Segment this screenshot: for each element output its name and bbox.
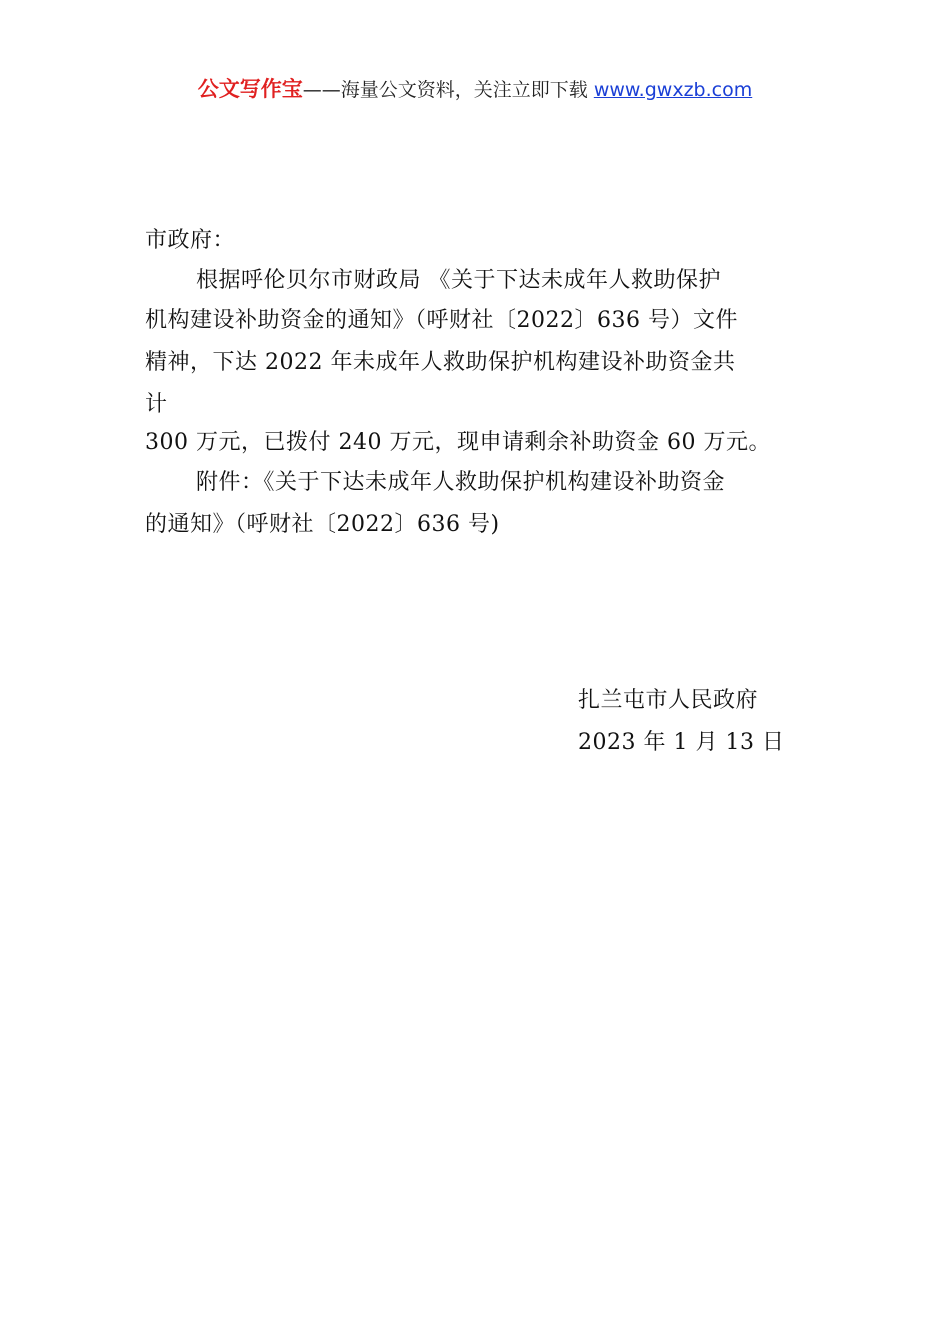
body-line: 精神，下达 2022 年未成年人救助保护机构建设补助资金共 <box>145 350 736 375</box>
site-link[interactable]: www.gwxzb.com <box>593 79 753 101</box>
header-banner <box>0 74 950 105</box>
header-tagline: ——海量公文资料，关注立即下载 <box>302 79 594 101</box>
attachment-line: 的通知》（呼财社〔2022〕636 号) <box>145 512 500 537</box>
body-line: 计 <box>145 392 168 417</box>
salutation: 市政府： <box>145 228 236 253</box>
attachment-line: 附件：《关于下达未成年人救助保护机构建设补助资金 <box>196 470 726 495</box>
signature-date: 2023 年 1 月 13 日 <box>578 730 785 755</box>
body-line: 机构建设补助资金的通知》（呼财社〔2022〕636 号）文件 <box>145 308 738 333</box>
body-line: 根据呼伦贝尔市财政局 《关于下达未成年人救助保护 <box>196 268 721 293</box>
body-line: 300 万元，已拨付 240 万元，现申请剩余补助资金 60 万元。 <box>145 430 771 455</box>
brand-name: 公文写作宝 <box>197 77 303 101</box>
signature-org: 扎兰屯市人民政府 <box>578 688 759 713</box>
